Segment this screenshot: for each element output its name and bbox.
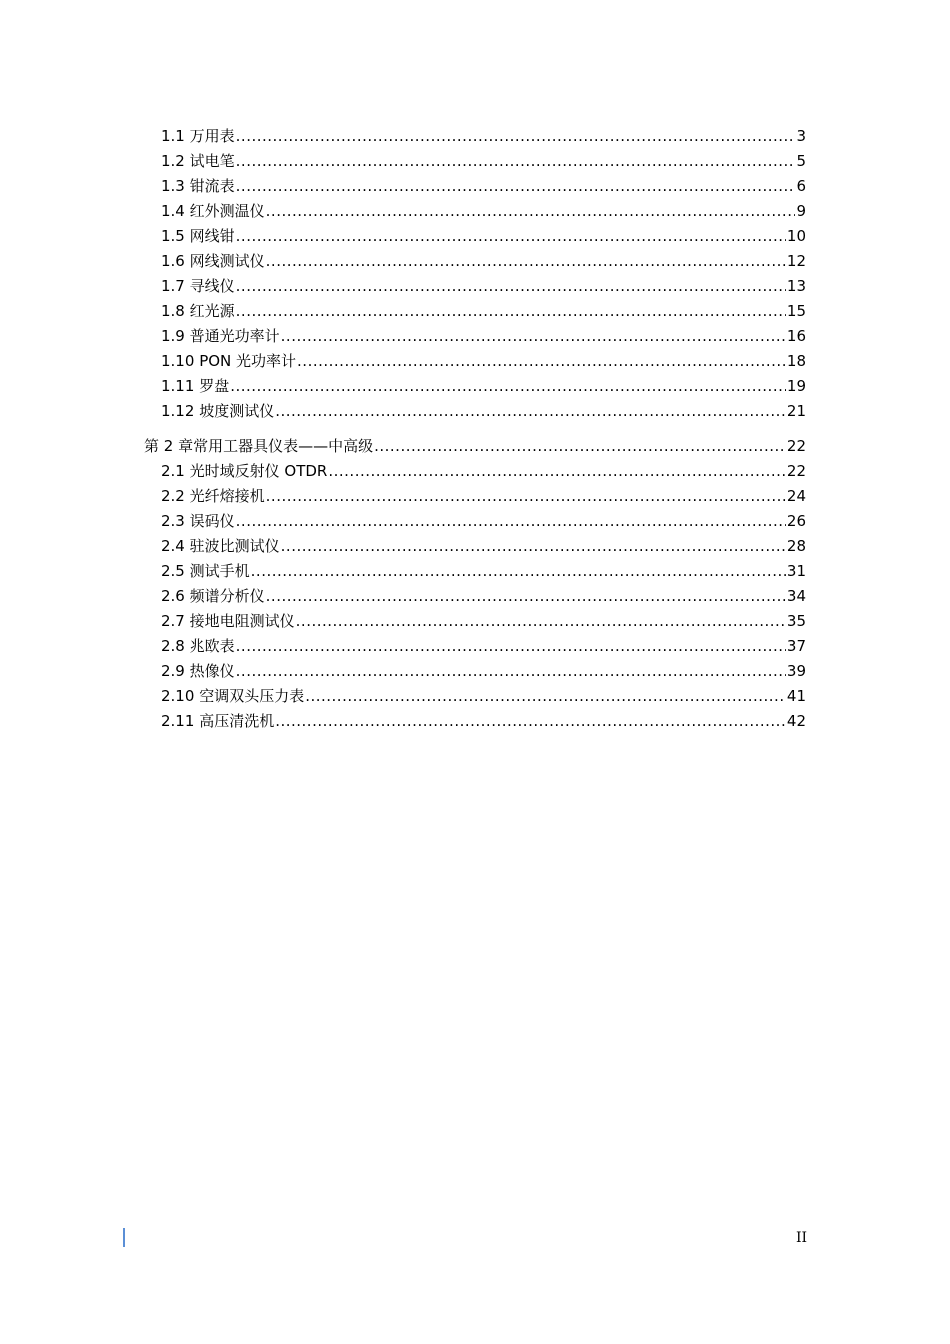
toc-leader-dots xyxy=(266,484,786,509)
toc-entry-page: 16 xyxy=(786,327,806,345)
toc-leader-dots xyxy=(266,584,786,609)
toc-entry-page: 10 xyxy=(786,227,806,245)
toc-leader-dots xyxy=(236,124,796,149)
toc-entry-number: 2.1 xyxy=(161,462,185,480)
toc-entry[interactable] xyxy=(0,534,806,559)
toc-entry-title: 网线钳 xyxy=(189,227,235,245)
toc-entry-number: 1.4 xyxy=(161,202,185,220)
page-number: II xyxy=(795,1230,807,1246)
toc-leader-dots xyxy=(328,459,786,484)
toc-entry-number: 1.12 xyxy=(161,402,195,420)
toc-entry-number: 1.6 xyxy=(161,252,185,270)
toc-entry-page: 34 xyxy=(786,587,806,605)
toc-entry[interactable] xyxy=(0,709,806,734)
toc-entry-number: 1.9 xyxy=(161,327,185,345)
toc-leader-dots xyxy=(374,434,786,459)
toc-entry-number: 1.11 xyxy=(161,377,195,395)
toc-chapter-entry[interactable] xyxy=(0,434,806,459)
toc-leader-dots xyxy=(236,149,796,174)
toc-entry-page: 13 xyxy=(786,277,806,295)
toc-leader-dots xyxy=(236,174,796,199)
toc-entry[interactable] xyxy=(0,274,806,299)
toc-entry-title: 误码仪 xyxy=(189,512,235,530)
toc-entry-title: 光纤熔接机 xyxy=(189,487,265,505)
toc-entry[interactable] xyxy=(0,559,806,584)
toc-entry-title: 罗盘 xyxy=(199,377,230,395)
toc-entry[interactable] xyxy=(0,509,806,534)
toc-entry-page: 28 xyxy=(786,537,806,555)
toc-leader-dots xyxy=(266,199,796,224)
toc-entry-page: 19 xyxy=(786,377,806,395)
toc-leader-dots xyxy=(281,534,786,559)
toc-entry-page: 41 xyxy=(786,687,806,705)
toc-entry-page: 42 xyxy=(786,712,806,730)
toc-entry[interactable] xyxy=(0,584,806,609)
toc-entry[interactable] xyxy=(0,459,806,484)
toc-entry-page: 39 xyxy=(786,662,806,680)
toc-leader-dots xyxy=(305,684,786,709)
toc-entry-number: 2.10 xyxy=(161,687,195,705)
toc-entry-title: 万用表 xyxy=(189,127,235,145)
toc-entry-title: 空调双头压力表 xyxy=(199,687,305,705)
toc-leader-dots xyxy=(236,299,786,324)
toc-entry-title: 普通光功率计 xyxy=(189,327,280,345)
toc-entry-number: 2.2 xyxy=(161,487,185,505)
toc-entry[interactable] xyxy=(0,684,806,709)
toc-entry[interactable] xyxy=(0,659,806,684)
toc-entry-number: 1.10 xyxy=(161,352,195,370)
toc-entry[interactable] xyxy=(0,199,806,224)
toc-entry-page: 3 xyxy=(796,127,806,145)
toc-entry[interactable] xyxy=(0,124,806,149)
toc-entry[interactable] xyxy=(0,249,806,274)
toc-leader-dots xyxy=(236,634,786,659)
toc-entry[interactable] xyxy=(0,399,806,424)
toc-entry-page: 37 xyxy=(786,637,806,655)
toc-entry-page: 21 xyxy=(786,402,806,420)
toc-entry-number: 1.2 xyxy=(161,152,185,170)
toc-entry-page: 12 xyxy=(786,252,806,270)
toc-entry[interactable] xyxy=(0,634,806,659)
toc-entry-number: 1.7 xyxy=(161,277,185,295)
toc-entry-number: 1.1 xyxy=(161,127,185,145)
toc-entry-number: 2.6 xyxy=(161,587,185,605)
toc-entry-title: 接地电阻测试仪 xyxy=(189,612,295,630)
toc-entry[interactable] xyxy=(0,349,806,374)
toc-entry-number: 2.5 xyxy=(161,562,185,580)
toc-entry-page: 6 xyxy=(796,177,806,195)
toc-entry-number: 2.3 xyxy=(161,512,185,530)
toc-entry-title: 热像仪 xyxy=(189,662,235,680)
toc-entry-title: 红光源 xyxy=(189,302,235,320)
toc-entry-title: 寻线仪 xyxy=(189,277,235,295)
toc-leader-dots xyxy=(236,224,786,249)
toc-entry-page: 24 xyxy=(786,487,806,505)
toc-entry-title: 坡度测试仪 xyxy=(199,402,275,420)
toc-leader-dots xyxy=(236,659,786,684)
toc-entry-number: 1.5 xyxy=(161,227,185,245)
toc-leader-dots xyxy=(297,349,786,374)
toc-entry-number: 2.7 xyxy=(161,612,185,630)
toc-entry-page: 5 xyxy=(796,152,806,170)
toc-entry-number: 2.8 xyxy=(161,637,185,655)
table-of-contents xyxy=(0,124,950,734)
toc-entry-title: 兆欧表 xyxy=(189,637,235,655)
toc-entry[interactable] xyxy=(0,374,806,399)
toc-leader-dots xyxy=(275,399,786,424)
toc-entry[interactable] xyxy=(0,324,806,349)
toc-leader-dots xyxy=(236,274,786,299)
toc-leader-dots xyxy=(230,374,786,399)
toc-entry-page: 26 xyxy=(786,512,806,530)
toc-entry-title: 试电笔 xyxy=(189,152,235,170)
toc-chapter-page: 22 xyxy=(786,437,806,455)
toc-entry-number: 1.8 xyxy=(161,302,185,320)
toc-entry-title: 测试手机 xyxy=(189,562,250,580)
toc-entry-page: 31 xyxy=(786,562,806,580)
toc-entry-page: 35 xyxy=(786,612,806,630)
toc-chapter-number: 第 2 章 xyxy=(144,437,194,455)
toc-entry-title: 驻波比测试仪 xyxy=(189,537,280,555)
toc-entry-title: 频谱分析仪 xyxy=(189,587,265,605)
toc-entry[interactable] xyxy=(0,174,806,199)
toc-chapter-title: 常用工器具仪表——中高级 xyxy=(193,437,374,455)
toc-entry-number: 2.9 xyxy=(161,662,185,680)
toc-leader-dots xyxy=(251,559,786,584)
footer-accent-bar xyxy=(123,1228,125,1247)
toc-leader-dots xyxy=(236,509,786,534)
toc-entry-page: 9 xyxy=(796,202,806,220)
toc-leader-dots xyxy=(275,709,786,734)
toc-entry-page: 18 xyxy=(786,352,806,370)
toc-entry-title: 高压清洗机 xyxy=(199,712,275,730)
toc-entry-title: 红外测温仪 xyxy=(189,202,265,220)
toc-entry[interactable] xyxy=(0,224,806,249)
toc-entry-page: 15 xyxy=(786,302,806,320)
toc-entry-number: 2.4 xyxy=(161,537,185,555)
toc-entry[interactable] xyxy=(0,609,806,634)
toc-entry-number: 1.3 xyxy=(161,177,185,195)
toc-entry-title: 网线测试仪 xyxy=(189,252,265,270)
toc-entry-title: PON 光功率计 xyxy=(199,352,297,370)
toc-entry-page: 22 xyxy=(786,462,806,480)
toc-entry[interactable] xyxy=(0,484,806,509)
toc-entry[interactable] xyxy=(0,299,806,324)
toc-leader-dots xyxy=(296,609,786,634)
toc-entry[interactable] xyxy=(0,149,806,174)
toc-entry-title: 光时域反射仪 OTDR xyxy=(189,462,328,480)
toc-entry-number: 2.11 xyxy=(161,712,195,730)
toc-leader-dots xyxy=(281,324,786,349)
toc-entry-title: 钳流表 xyxy=(189,177,235,195)
toc-leader-dots xyxy=(266,249,786,274)
